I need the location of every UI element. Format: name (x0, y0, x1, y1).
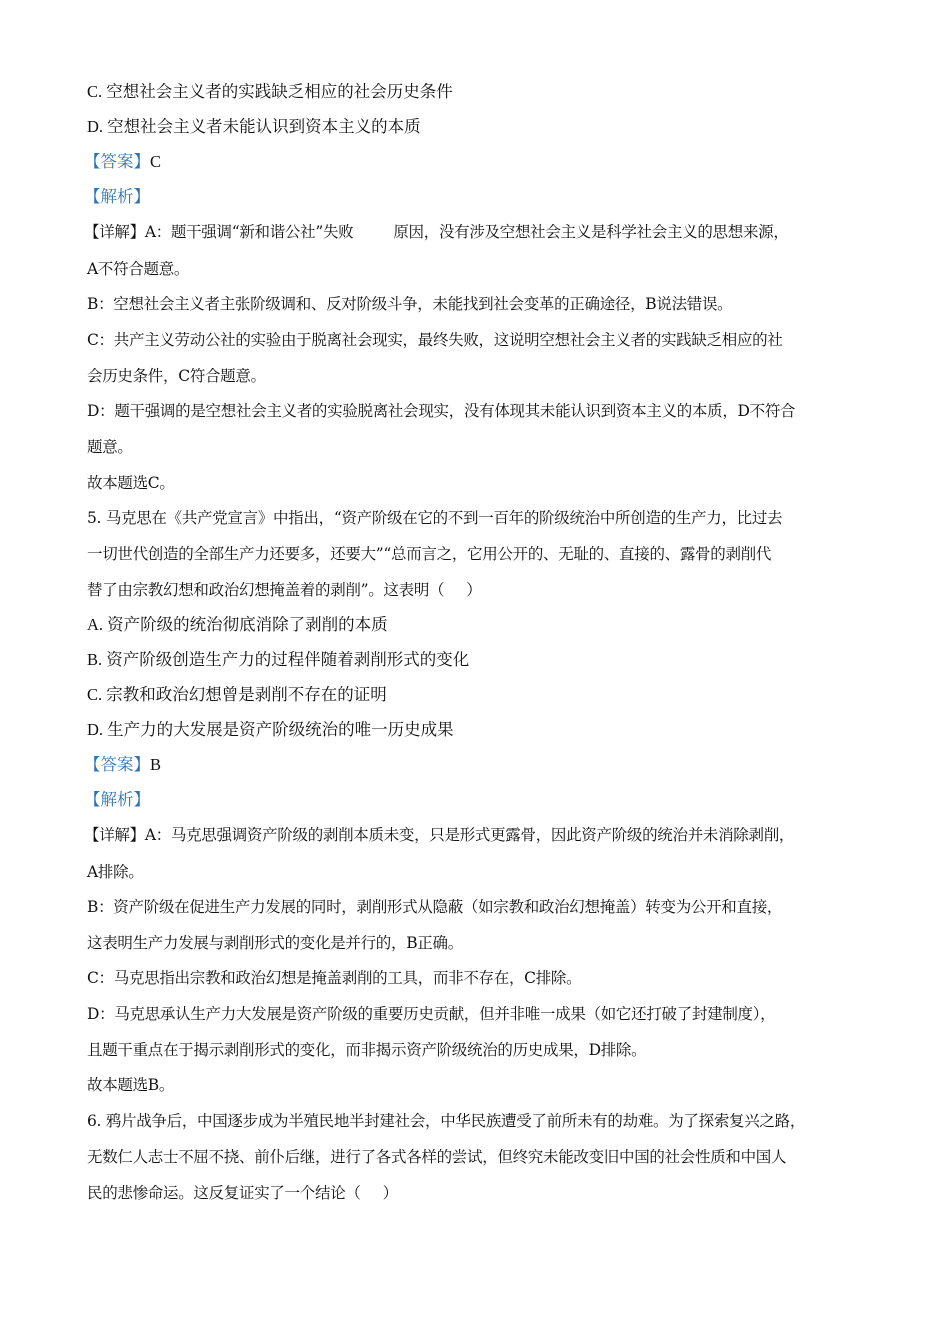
q4-answer (84, 151, 161, 173)
q5-detail-d-cont: 且题干重点在于揭示剥削形式的变化，而非揭示资产阶级统治的历史成果，D排除。 (87, 1041, 647, 1059)
q5-option-b (87, 649, 469, 671)
q4-detail-a (84, 221, 789, 243)
q5-answer (84, 754, 161, 776)
q6-stem-line-1: 6. 鸦片战争后，中国逐步成为半殖民地半封建社会，中华民族遭受了前所未有的劫难。为了探索复兴之路， (87, 1112, 806, 1130)
detail-label: 【详解】 (84, 223, 145, 241)
q4-option-c (87, 81, 453, 103)
option-text: 宗教和政治幻想曾是剥削不存在的证明 (106, 685, 387, 704)
q5-detail-a (84, 824, 794, 846)
q5-stem-line-2: 一切世代创造的全部生产力还要多，还要大”“总而言之，它用公开的、无耻的、直接的、露骨的剥削代 (87, 545, 772, 563)
q5-option-a (87, 614, 388, 636)
q6-stem-line-2: 无数仁人志士不屈不挠、前仆后继，进行了各式各样的尝试，但终究未能改变旧中国的社会性质和中国人 (87, 1148, 787, 1166)
option-letter: C. (87, 685, 103, 704)
stem-text: ） (382, 1184, 398, 1202)
analysis-label: 【解析】 (84, 187, 150, 206)
option-letter: A. (87, 615, 104, 634)
q5-detail-d: D：马克思承认生产力大发展是资产阶级的重要历史贡献，但并非唯一成果（如它还打破了封建制度）， (87, 1005, 776, 1023)
q4-detail-d: D：题干强调的是空想社会主义者的实验脱离社会现实，没有体现其未能认识到资本主义的本质，D不符合 (87, 402, 796, 420)
q4-detail-a-cont: A不符合题意。 (87, 260, 190, 278)
stem-text: ） (466, 581, 482, 599)
option-text: 资产阶级创造生产力的过程伴随着剥削形式的变化 (106, 650, 470, 669)
option-letter: D. (87, 117, 104, 136)
q4-option-d (87, 116, 421, 138)
stem-text: 民的悲惨命运。这反复证实了一个结论（ (87, 1184, 361, 1202)
answer-label: 【答案】 (84, 152, 150, 171)
q5-analysis-heading (84, 789, 150, 811)
answer-label: 【答案】 (84, 755, 150, 774)
option-text: 空想社会主义者的实践缺乏相应的社会历史条件 (106, 82, 453, 101)
stem-text: 替了由宗教幻想和政治幻想掩盖着的剥削”。这表明（ (87, 581, 445, 599)
q4-detail-b: B：空想社会主义者主张阶级调和、反对阶级斗争，未能找到社会变革的正确途径，B说法错误。 (87, 295, 733, 313)
q4-analysis-heading (84, 186, 150, 208)
answer-value: B (150, 755, 162, 774)
detail-text: A：题干强调“新和谐公社”失败 (144, 223, 354, 241)
q5-option-c (87, 684, 387, 706)
detail-label: 【详解】 (84, 826, 145, 844)
q4-detail-c: C：共产主义劳动公社的实验由于脱离社会现实，最终失败，这说明空想社会主义者的实践缺乏相应的社 (87, 331, 783, 349)
q5-conclusion: 故本题选B。 (87, 1076, 175, 1094)
q5-option-d (87, 719, 454, 741)
analysis-label: 【解析】 (84, 790, 150, 809)
q4-detail-d-cont: 题意。 (87, 438, 133, 456)
q4-conclusion: 故本题选C。 (87, 474, 175, 492)
q5-detail-b: B：资产阶级在促进生产力发展的同时，剥削形式从隐蔽（如宗教和政治幻想掩盖）转变为公开和直接， (87, 898, 783, 916)
option-text: 资产阶级的统治彻底消除了剥削的本质 (107, 615, 388, 634)
q5-stem-line-3 (87, 579, 481, 601)
q5-detail-b-cont: 这表明生产力发展与剥削形式的变化是并行的，B正确。 (87, 934, 463, 952)
q5-stem-line-1: 5. 马克思在《共产党宣言》中指出，“资产阶级在它的不到一百年的阶级统治中所创造的生产力，比过去 (87, 509, 783, 527)
q6-stem-line-3 (87, 1182, 398, 1204)
detail-text: 原因，没有涉及空想社会主义是科学社会主义的思想来源， (393, 223, 789, 241)
q4-detail-c-cont: 会历史条件，C符合题意。 (87, 367, 266, 385)
answer-value: C (150, 152, 162, 171)
option-text: 空想社会主义者未能认识到资本主义的本质 (107, 117, 421, 136)
detail-text: A：马克思强调资产阶级的剥削本质未变，只是形式更露骨，因此资产阶级的统治并未消除剥削， (144, 826, 795, 844)
option-text: 生产力的大发展是资产阶级统治的唯一历史成果 (107, 720, 454, 739)
q5-detail-c: C：马克思指出宗教和政治幻想是掩盖剥削的工具，而非不存在，C排除。 (87, 969, 582, 987)
q5-detail-a-cont: A排除。 (87, 863, 144, 881)
option-letter: C. (87, 82, 103, 101)
option-letter: D. (87, 720, 104, 739)
option-letter: B. (87, 650, 103, 669)
